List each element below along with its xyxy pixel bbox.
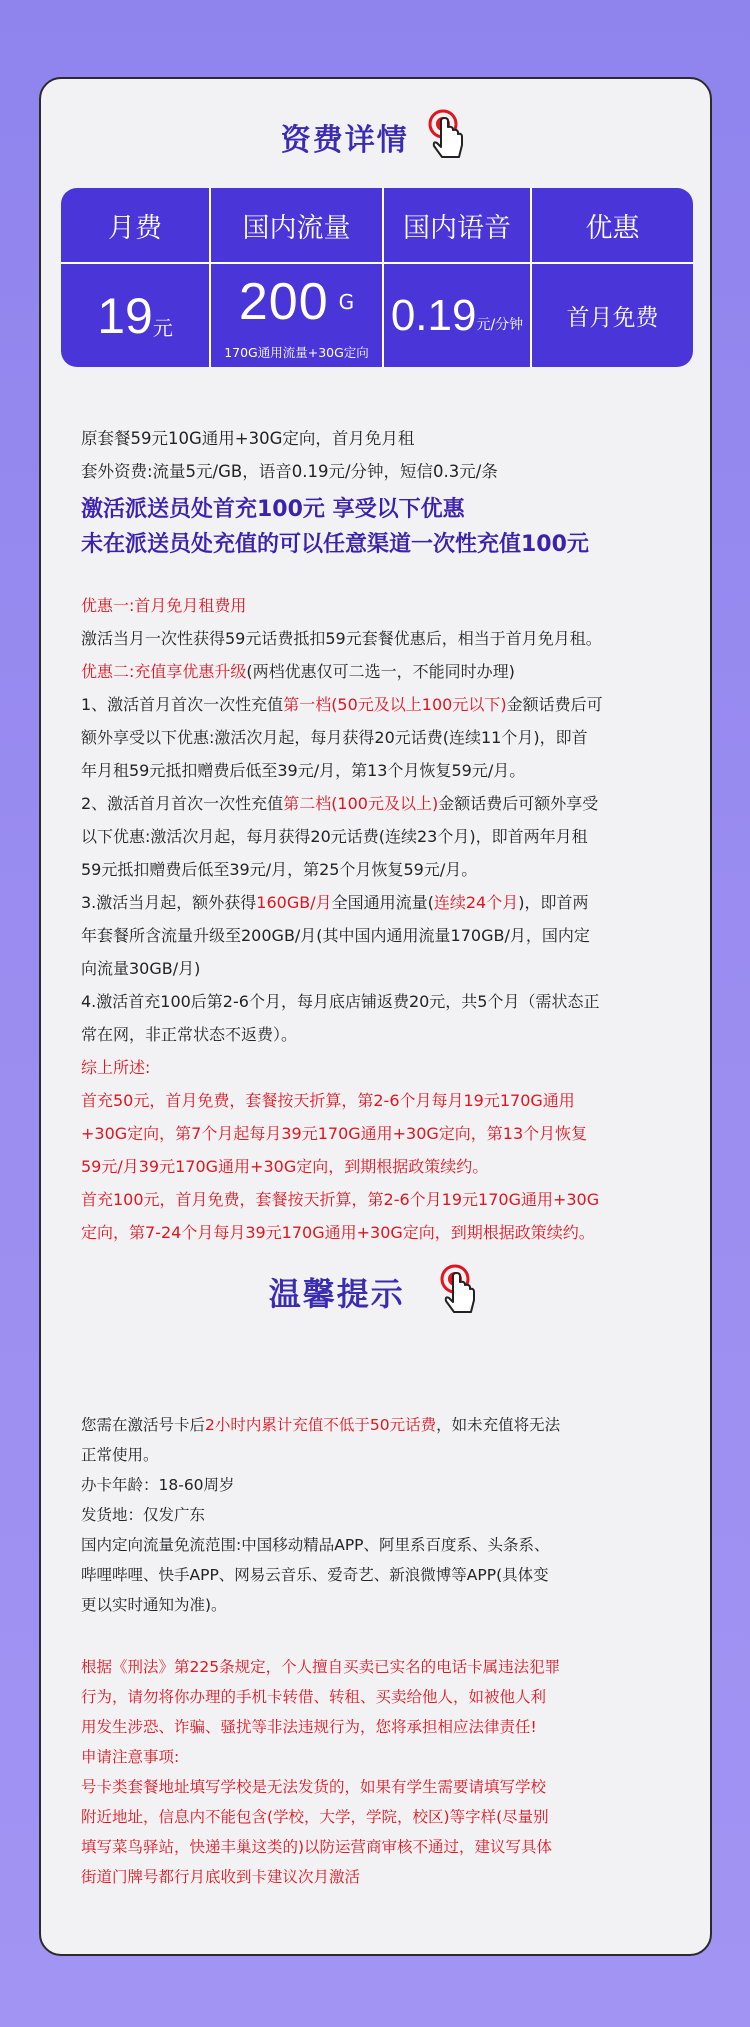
tips-block: [81, 1410, 681, 1620]
tips-free-line-3: 更以实时通知为准)。: [81, 1596, 227, 1614]
monthly-fee-value: 19: [97, 287, 153, 344]
apply-line-1: 号卡类套餐地址填写学校是无法发货的，如果有学生需要请填写学校: [81, 1778, 547, 1796]
item2-text-a: 2、激活首月首次一次性充值: [81, 794, 284, 813]
item2-line-1: [81, 787, 681, 820]
apply-line-2: 附近地址，信息内不能包含(学校，大学，学院，校区)等字样(尽量别: [81, 1808, 549, 1826]
offer1-body: 激活当月一次性获得59元话费抵扣59元套餐优惠后，相当于首月免月租。: [81, 629, 602, 648]
content-card: [39, 77, 712, 1956]
tips-recharge-requirement: 2小时内累计充值不低于50元话费: [205, 1416, 437, 1434]
monthly-fee-unit: 元: [152, 316, 173, 340]
tariff-table-values: [61, 262, 693, 367]
click-hand-icon: [426, 109, 470, 165]
item2-line-3: 59元抵扣赠费后低至39元/月，第25个月恢复59元/月。: [81, 860, 478, 879]
item1-line-3: 年月租59元抵扣赠费后低至39元/月，第13个月恢复59元/月。: [81, 761, 526, 780]
header-monthly-fee: 月费: [108, 212, 162, 244]
item4-line-2: 常在网，非正常状态不返费）。: [81, 1025, 298, 1044]
header-domestic-data: 国内流量: [209, 188, 382, 262]
tips-text-a: 您需在激活号卡后: [81, 1416, 206, 1434]
intro-highlight-1: 激活派送员处首充100元 享受以下优惠: [81, 497, 465, 522]
item1-line-2: 额外享受以下优惠:激活次月起，每月获得20元话费(连续11个月)，即首: [81, 728, 588, 747]
tips-section-title: [41, 1264, 710, 1320]
item2-tier: 第二档(100元及以上): [283, 794, 439, 813]
offers-block: [81, 589, 681, 1249]
data-value: 200: [238, 273, 329, 331]
intro-highlight-2: 未在派送员处充值的可以任意渠道一次性充值100元: [81, 532, 589, 557]
header-promo: 优惠: [530, 188, 693, 262]
tariff-title-text: 资费详情: [280, 123, 409, 158]
tips-free-line-2: 哔哩哔哩、快手APP、网易云音乐、爱奇艺、新浪微博等APP(具体变: [81, 1566, 549, 1584]
data-unit: G: [338, 290, 355, 314]
item2-text-b: 金额话费后可额外享受: [438, 794, 599, 813]
promo-value: 首月免费: [530, 264, 693, 367]
offer1-title: 优惠一:首月免月租费用: [81, 596, 247, 615]
item1-text-a: 1、激活首月首次一次性充值: [81, 695, 284, 714]
item1-line-1: [81, 688, 681, 721]
item3-duration: 连续24个月: [433, 893, 519, 912]
apply-line-4: 街道门牌号都行月底收到卡建议次月激活: [81, 1868, 361, 1886]
intro-line-2: 套外资费:流量5元/GB，语音0.19元/分钟，短信0.3元/条: [81, 462, 498, 481]
voice-unit: 元/分钟: [476, 316, 524, 333]
voice-cell: [382, 264, 530, 367]
summary2-line-1: 首充100元，首月免费，套餐按天折算，第2-6个月19元170G通用+30G: [81, 1190, 600, 1209]
summary1-line-1: 首充50元，首月免费，套餐按天折算，第2-6个月每月19元170G通用: [81, 1091, 575, 1110]
tips-text-b: ，如未充值将无法: [436, 1416, 561, 1434]
header-domestic-voice: 国内语音: [382, 188, 530, 262]
tariff-table-header: [61, 188, 693, 262]
item1-text-b: 金额话费后可: [506, 695, 603, 714]
voice-value: 0.19: [390, 290, 477, 340]
tips-age: 办卡年龄：18-60周岁: [81, 1476, 235, 1494]
apply-title: 申请注意事项:: [81, 1748, 180, 1766]
item3-text-a: 3.激活当月起，额外获得: [81, 893, 257, 912]
legal-line-1: 根据《刑法》第225条规定，个人擅自买卖已实名的电话卡属违法犯罪: [81, 1658, 561, 1676]
click-hand-icon-2: [438, 1264, 482, 1320]
item3-line-2: 年套餐所含流量升级至200GB/月(其中国内通用流量170GB/月，国内定: [81, 926, 590, 945]
offer2-suffix: (两档优惠仅可二选一，不能同时办理): [246, 662, 515, 681]
legal-block: [81, 1652, 681, 1892]
summary1-line-3: 59元/月39元170G通用+30G定向，到期根据政策续约。: [81, 1157, 489, 1176]
tips-line-1: [81, 1410, 681, 1440]
summary2-line-2: 定向，第7-24个月每月39元170G通用+30G定向，到期根据政策续约。: [81, 1223, 595, 1242]
item3-data: 160GB/月: [256, 893, 332, 912]
tips-ship: 发货地：仅发广东: [81, 1506, 206, 1524]
item2-line-2: 以下优惠:激活次月起，每月获得20元话费(连续23个月)，即首两年月租: [81, 827, 588, 846]
tips-title-text: 温馨提示: [268, 1275, 405, 1313]
tips-free-line-1: 国内定向流量免流范围:中国移动精品APP、阿里系百度系、头条系、: [81, 1536, 550, 1554]
tariff-table: [61, 188, 693, 367]
data-note: 170G通用流量+30G定向: [224, 345, 369, 360]
offer2-title: 优惠二:充值享优惠升级: [81, 662, 247, 681]
summary-title: 综上所述:: [81, 1058, 151, 1077]
data-cell: [209, 264, 382, 367]
item3-line-3: 向流量30GB/月): [81, 959, 201, 978]
apply-line-3: 填写菜鸟驿站，快递丰巢这类的)以防运营商审核不通过，建议写具体: [81, 1838, 553, 1856]
item1-tier: 第一档(50元及以上100元以下): [283, 695, 507, 714]
item3-text-c: )，即首两: [518, 893, 589, 912]
tips-line-2: 正常使用。: [81, 1446, 159, 1464]
offer2-line: [81, 655, 681, 688]
monthly-fee-cell: [61, 264, 209, 367]
tariff-section-title: [41, 109, 710, 165]
item3-line-1: [81, 886, 681, 919]
legal-line-2: 行为，请勿将你办理的手机卡转借、转租、买卖给他人，如被他人利: [81, 1688, 547, 1706]
intro-line-1: 原套餐59元10G通用+30G定向，首月免月租: [81, 429, 415, 448]
legal-line-3: 用发生涉恐、诈骗、骚扰等非法违规行为，您将承担相应法律责任!: [81, 1718, 537, 1736]
summary1-line-2: +30G定向，第7个月起每月39元170G通用+30G定向，第13个月恢复: [81, 1124, 588, 1143]
item4-line-1: 4.激活首充100后第2-6个月，每月底店铺返费20元，共5个月（需状态正: [81, 992, 600, 1011]
intro-block: [81, 422, 681, 562]
item3-text-b: 全国通用流量(: [331, 893, 434, 912]
